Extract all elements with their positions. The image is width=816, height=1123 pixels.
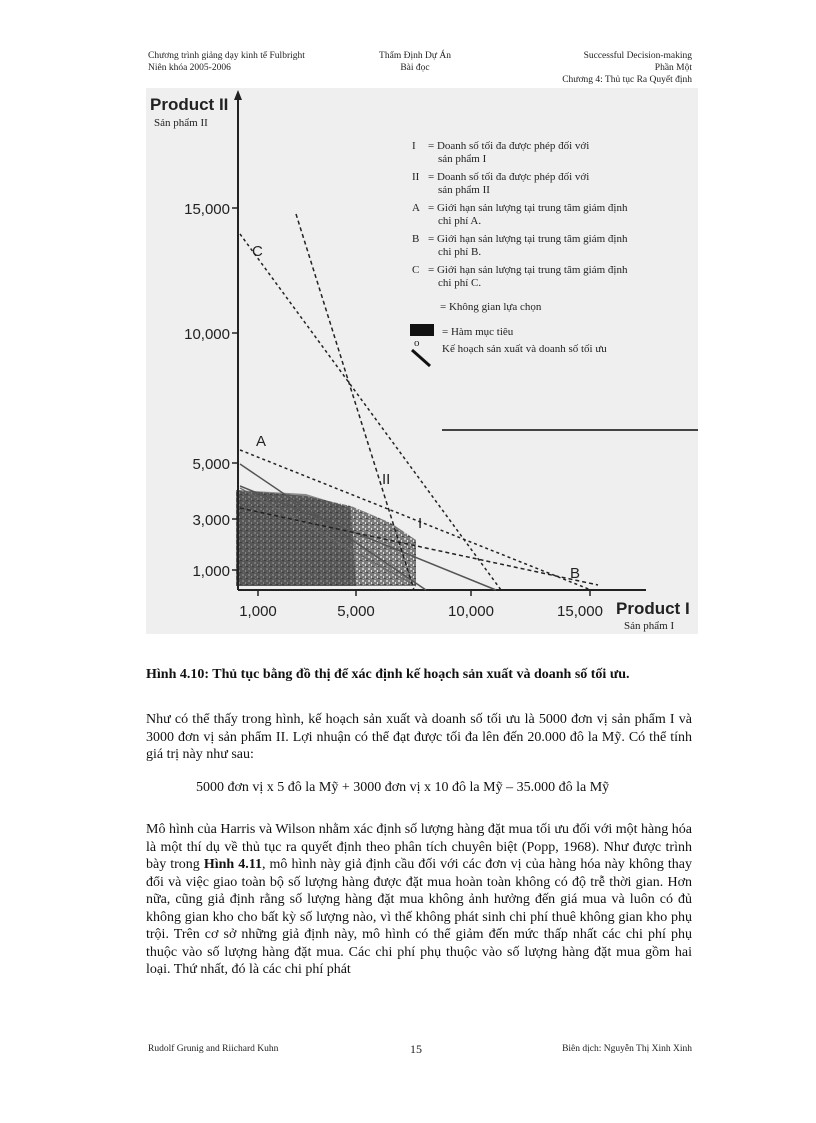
legend-A-text: = Giới hạn sản lượng tại trung tâm giám định — [428, 202, 628, 214]
x-axis-subtitle: Sản phẩm I — [624, 620, 675, 632]
header-right — [562, 50, 692, 86]
x-tick-1000: 1,000 — [239, 603, 277, 620]
header-chapter: Chương 4: Thủ tục Ra Quyết định — [562, 75, 692, 85]
header-book: Successful Decision-making — [583, 51, 692, 61]
label-II: II — [382, 471, 391, 488]
paragraph-2-start: Mô hình của Harris và Wilson nhằm xác định số lượng hàng đặt mua tối ưu đối với một hàng hóa là một thí dụ về thủ tục ra quyết định theo phân tích chuyên biệt (Popp, 1968). Như được trình bày trong — [146, 822, 692, 872]
legend-II-text: = Doanh số tối đa được phép đối với — [428, 171, 590, 183]
legend-I-text: = Doanh số tối đa được phép đối với — [428, 140, 590, 152]
y-tick-3000: 3,000 — [192, 512, 230, 529]
figure-reference: Hình 4.11 — [203, 857, 262, 872]
y-tick-1000: 1,000 — [192, 563, 230, 580]
legend-optimal-mark: o — [414, 337, 420, 349]
x-tick-15000: 15,000 — [557, 603, 603, 620]
formula: 5000 đơn vị x 5 đô la Mỹ + 3000 đơn vị x 10 đô la Mỹ – 35.000 đô la Mỹ — [196, 780, 610, 795]
x-tick-5000: 5,000 — [337, 603, 375, 620]
label-C: C — [252, 243, 263, 260]
legend-I-sub: sản phẩm I — [438, 153, 487, 165]
figure-caption: Hình 4.10: Thủ tục bằng đồ thị để xác định kế hoạch sản xuất và doanh số tối ưu. — [146, 667, 630, 682]
header-reading: Bài đọc — [400, 63, 430, 73]
x-axis-title: Product I — [616, 599, 690, 618]
y-tick-5000: 5,000 — [192, 456, 230, 473]
legend-C-sub: chi phí C. — [438, 277, 482, 289]
legend-key-B: B — [412, 233, 420, 245]
legend-B-sub: chi phí B. — [438, 246, 482, 258]
y-axis-subtitle: Sản phẩm II — [154, 117, 208, 129]
legend-key-I: I — [412, 140, 416, 152]
legend-optimal: Kế hoạch sản xuất và doanh số tối ưu — [442, 343, 607, 355]
legend-key-A: A — [412, 202, 420, 214]
lp-graph — [146, 88, 698, 634]
header-program: Chương trình giảng dạy kinh tế Fulbright — [148, 51, 305, 61]
header-year: Niên khóa 2005-2006 — [148, 63, 231, 73]
legend-B-text: = Giới hạn sản lượng tại trung tâm giám định — [428, 233, 628, 245]
paragraph-2-rest: , mô hình này giả định cầu đối với các đơn vị của hàng hóa này không thay đổi và việc giao toàn bộ số lượng hàng được đặt mua hoàn toàn không có độ trễ thời gian. Hơn nữa, cũng giả định rằng số lượng hàng đặt mua không ảnh hưởng đến giá mua và luôn có đủ không gian kho cho bất kỳ số lượng nào, vì thế không phát sinh chi phí thuê không gian kho phụ trội. Trên cơ sở những giả định này, mô hình có thể giảm đến mức thấp nhất các chi phí phụ thuộc vào số lượng hàng đặt mua. Các chi phí phụ thuộc vào số lượng hàng đặt mua gồm hai loại. Thứ nhất, đó là các chi phí phát — [146, 857, 692, 977]
y-axis-title: Product II — [150, 95, 229, 114]
label-A: A — [256, 433, 267, 450]
footer-authors: Rudolf Grunig and Riichard Kuhn — [148, 1044, 279, 1054]
label-I: I — [418, 515, 423, 532]
header-part: Phần Một — [654, 63, 692, 73]
y-tick-15000: 15,000 — [184, 201, 230, 218]
legend-II-sub: sản phẩm II — [438, 184, 490, 196]
page-number: 15 — [410, 1042, 422, 1056]
header-course: Thẩm Định Dự Án — [379, 51, 451, 61]
legend-space: = Không gian lựa chọn — [440, 301, 542, 313]
label-B: B — [570, 565, 581, 582]
y-tick-10000: 10,000 — [184, 326, 230, 343]
header-middle — [360, 50, 470, 74]
legend-objective-swatch — [410, 324, 434, 336]
legend-A-sub: chi phí A. — [438, 215, 482, 227]
x-tick-10000: 10,000 — [448, 603, 494, 620]
legend-key-II: II — [412, 171, 420, 183]
paragraph-2 — [146, 821, 692, 979]
legend-objective: = Hàm mục tiêu — [442, 326, 514, 338]
paragraph-1: Như có thể thấy trong hình, kế hoạch sản xuất và doanh số tối ưu là 5000 đơn vị sản phẩm I và 3000 đơn vị sản phẩm II. Lợi nhuận có thể đạt được tối đa lên đến 20.000 đô la Mỹ. Có thể tính giá trị này như sau: — [146, 712, 692, 762]
legend-C-text: = Giới hạn sản lượng tại trung tâm giám định — [428, 264, 628, 276]
figure-background — [146, 88, 698, 634]
objective-area — [236, 490, 356, 586]
footer-translator: Biên dịch: Nguyễn Thị Xinh Xinh — [562, 1044, 692, 1054]
legend-key-C: C — [412, 264, 420, 276]
figure-4-10 — [146, 88, 698, 634]
header-left — [148, 50, 305, 74]
